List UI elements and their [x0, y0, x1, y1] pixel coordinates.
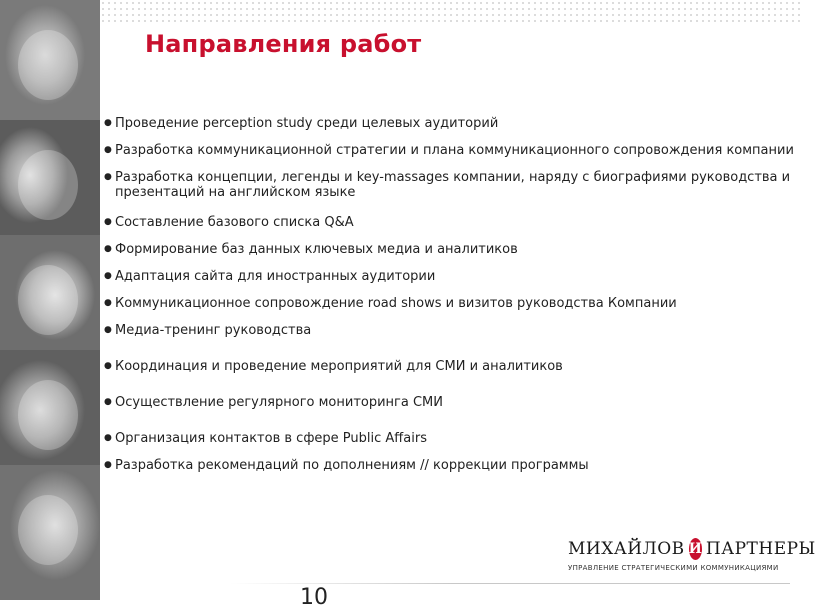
slide-title: Направления работ: [145, 30, 422, 58]
portrait-photo-5: [0, 465, 100, 600]
list-item: ● Разработка рекомендаций по дополнениям // коррекции программы: [104, 458, 589, 473]
list-item: ● Координация и проведение мероприятий для СМИ и аналитиков: [104, 359, 563, 374]
portrait-photo-4: [0, 350, 100, 465]
company-logo: [568, 536, 816, 586]
photo-strip: [0, 0, 100, 600]
logo-wordmark: [568, 536, 816, 562]
page-number: 10: [300, 585, 328, 610]
list-item: ● Разработка коммуникационной стратегии и плана коммуникационного сопровождения компании: [104, 143, 794, 158]
list-item: ● Проведение perception study среди целевых аудиторий: [104, 116, 499, 131]
logo-mark: И: [689, 538, 702, 560]
portrait-photo-1: [0, 0, 100, 120]
list-item: ● Разработка концепции, легенды и key-massages компании, наряду с биографиями руководства и презентаций на английском языке: [104, 170, 791, 200]
logo-name-right: ПАРТНЕРЫ: [705, 539, 816, 559]
list-item: ● Адаптация сайта для иностранных аудитории: [104, 269, 436, 284]
list-item: ● Коммуникационное сопровождение road shows и визитов руководства Компании: [104, 296, 677, 311]
footer-divider: [230, 583, 790, 584]
list-item: ● Составление базового списка Q&A: [104, 215, 354, 230]
list-item: ● Организация контактов в сфере Public Affairs: [104, 431, 427, 446]
list-item: ● Осуществление регулярного мониторинга СМИ: [104, 395, 443, 410]
work-directions-list: [104, 116, 794, 473]
portrait-photo-2: [0, 120, 100, 235]
logo-tagline: УПРАВЛЕНИЕ СТРАТЕГИЧЕСКИМИ КОММУНИКАЦИЯМИ: [568, 564, 779, 572]
list-item: ● Формирование баз данных ключевых медиа и аналитиков: [104, 242, 518, 257]
portrait-photo-3: [0, 235, 100, 350]
logo-name-left: МИХАЙЛОВ: [568, 539, 685, 559]
dot-texture: [100, 0, 800, 22]
list-item: ● Медиа-тренинг руководства: [104, 323, 312, 338]
